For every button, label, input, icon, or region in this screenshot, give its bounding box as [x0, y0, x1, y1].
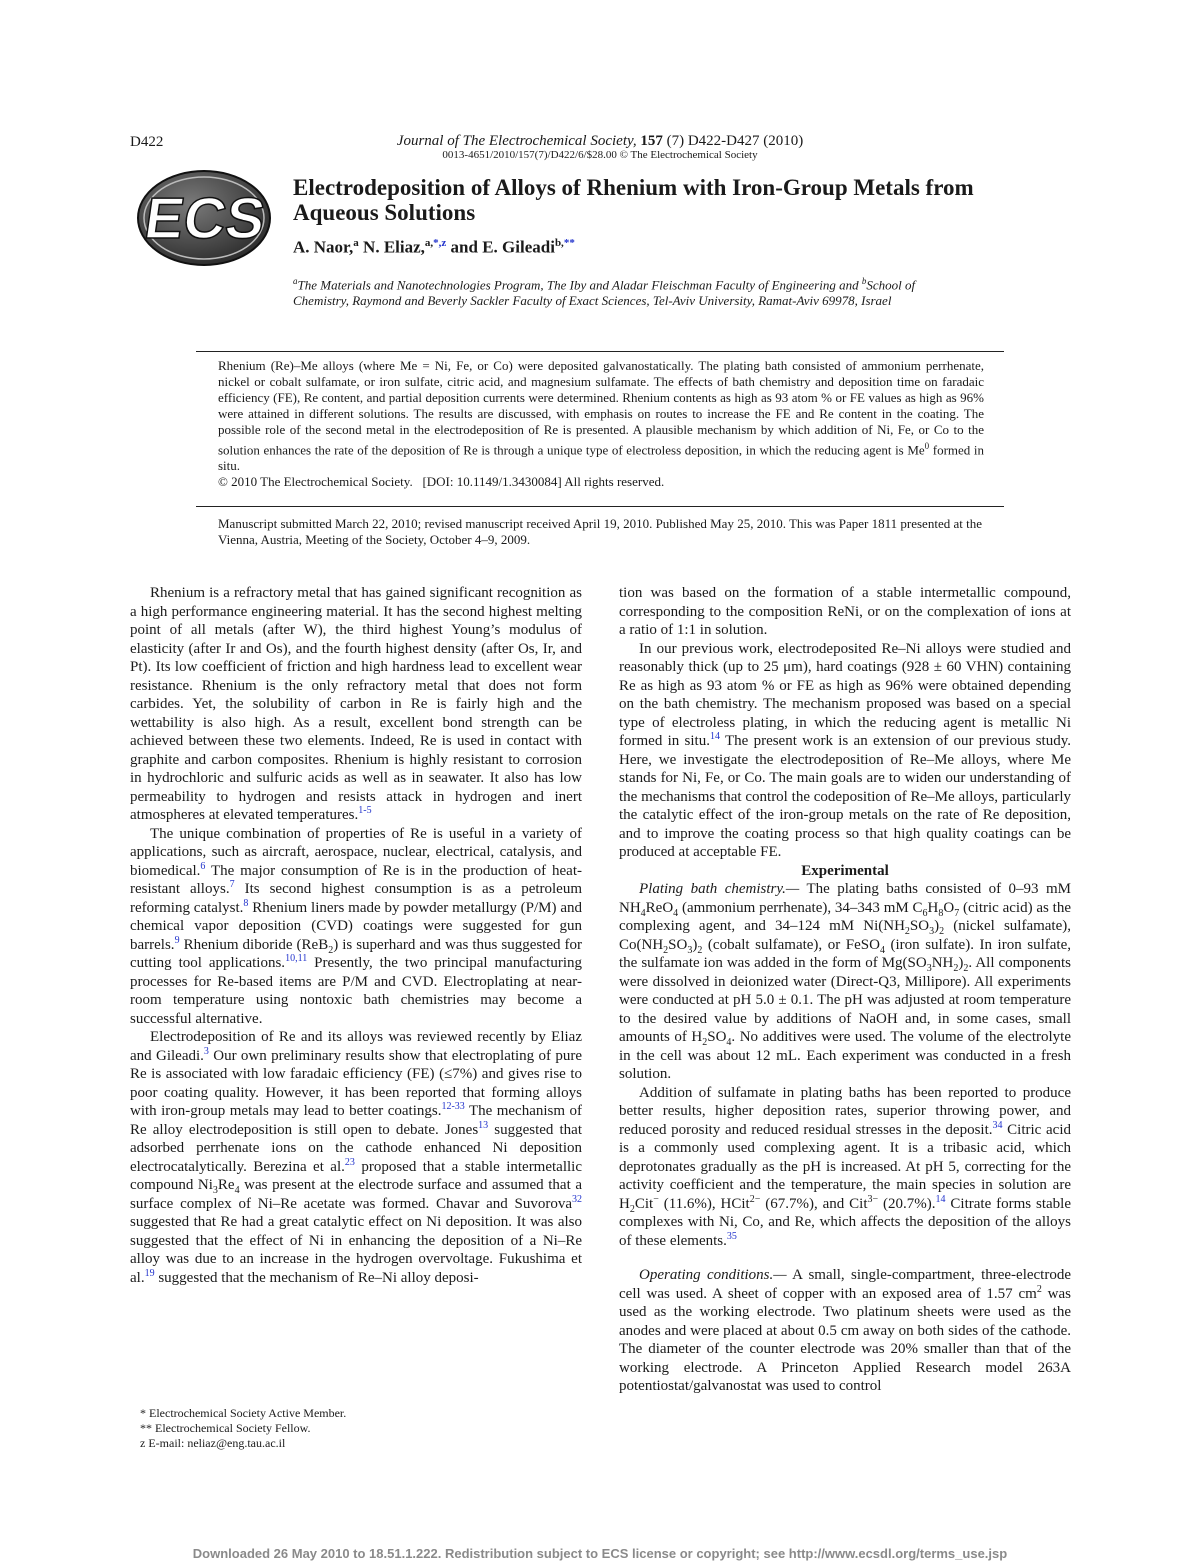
body-column-left [130, 584, 582, 1287]
issn-line: 0013-4651/2010/157(7)/D422/6/$28.00 © The Electrochemical Society [442, 149, 758, 161]
body-paragraph: Rhenium is a refractory metal that has gained significant recognition as a high performance engineering material. It has the second highest melting point of all metals (after W), the third highest Young’s modulus of elasticity (after Ir and Os), and the fourth highest density (after Os, Ir, and Pt). Its low coefficient of friction and high hardness lead to excellent wear resistance. Rhenium is the only refractory metal that does not form carbides. Yet, the solubility of carbon in Re is fairly high and the wettability is also high. As a result, excellent bond strength can be achieved between these two elements. Indeed, Re is used in contact with graphite and carbon composites. Rhenium is highly resistant to corrosion in hydrochloric and sulfuric acids as well as in seawater. It also has low permeability to hydrogen and resists attack in hydrogen and inert atmospheres at elevated temperatures.$^{1-5}$ [130, 585, 582, 823]
body-paragraph: In our previous work, electrodeposited Re–Ni alloys were studied and reasonably thick (up to 25 μm), hard coatings (928 ± 60 VHN) containing Re as high as 93 atom % or FE as high as 96% were obtained depending on the bath chemistry. The mechanism proposed was based on a special type of electroless plating, in which the reducing agent is metallic Ni formed in situ.$^{14}$ The present work is an extension of our previous study. Here, we investigate the electrodeposition of Re–Me alloys, where Me stands for Ni, Fe, or Co. The main goals are to widen our understanding of the mechanisms that control the codeposition of Re–Me alloys, particularly the catalytic effect of the iron-group metals on the rate of Re deposition, and to improve the coating process so that high quality coatings can be produced at acceptable FE. [619, 640, 1072, 860]
author-member-mark[interactable]: *,z [433, 237, 447, 249]
manuscript-history: Manuscript submitted March 22, 2010; revised manuscript received April 19, 2010. Published May 25, 2010. This was Paper 1811 presented at the Vienna, Austria, Meeting of the Society, October 4–9, 2009. [218, 516, 982, 547]
journal-citation [0, 133, 1200, 150]
abstract: Rhenium (Re)–Me alloys (where Me = Ni, Fe, or Co) were deposited galvanostatically. The plating bath consisted of ammonium perrhenate, nickel or cobalt sulfamate, or iron sulfate, citric acid, and magnesium sulfamate. The effects of bath chemistry and deposition time on faradaic efficiency (FE), Re content, and partial deposition currents were determined. Rhenium contents as high as 93 atom % or FE values as high as 96% were attained in different solutions. The results are discussed, with emphasis on routes to increase the FE and Re content in the coating. The possible role of the second metal in the electrodeposition of Re is presented. A plausible mechanism by which addition of Ni, Fe, or Co to the solution enhances the rate of the deposition of Re is through a unique type of electroless deposition, in which the reducing agent is Me$^0$ formed in situ. © 2010 The Electrochemical Society. [DOI: 10.1149/1.3430084] All rights reserved. [218, 358, 984, 490]
affiliations: $^a$The Materials and Nanotechnologies Program, The Iby and Aladar Fleischman Faculty of Engineering and $^b$School of Chemistry, Raymond and Beverly Sackler Faculty of Exact Sciences, Tel-Aviv University, Ramat-Aviv 69978, Israel [293, 276, 916, 309]
page-number: D422 [130, 134, 164, 150]
abstract-text: Rhenium (Re)–Me alloys (where Me = Ni, Fe, or Co) were deposited galvanostatically. The plating bath consisted of ammonium perrhenate, nickel or cobalt sulfamate, or iron sulfate, citric acid, and magnesium sulfamate. The effects of bath chemistry and deposition time on faradaic efficiency (FE), Re content, and partial deposition currents were determined. Rhenium contents as high as 93 atom % or FE values as high as 96% were attained in different solutions. The results are discussed, with emphasis on routes to increase the FE and Re content in the coating. The possible role of the second metal in the electrodeposition of Re is presented. A plausible mechanism by which addition of Ni, Fe, or Co to the solution enhances the rate of the deposition of Re is through a unique type of electroless deposition, in which the reducing agent is Me [218, 358, 984, 458]
affiliation-b: School of Chemistry, Raymond and Beverly Sackler Faculty of Exact Sciences, Tel-Aviv University, Ramat-Aviv 69978, Israel [293, 277, 916, 309]
footnote: ** Electrochemical Society Fellow. [140, 1421, 311, 1435]
copyright-doi: © 2010 The Electrochemical Society. [DOI: 10.1149/1.3430084] All rights reserved. [218, 474, 665, 490]
body-paragraph: Electrodeposition of Re and its alloys was reviewed recently by Eliaz and Gileadi.$^3$ Our own preliminary results show that electroplating of pure Re is associated with low faradaic efficiency (FE) (≤7%) and gives rise to poor coating quality. However, it has been reported that forming alloys with iron-group metals may lead to better coatings.$^{12-33}$ The mechanism of Re alloy electrodeposition is still open to debate. Jones$^{13}$ suggested that adsorbed perrhenate ions on the cathode enhanced Ni deposition electrocatalytically. Berezina et al.$^{23}$ proposed that a stable intermetallic compound $Ni_3Re_4$ was present at the electrode surface and assumed that a surface complex of Ni–Re acetate was formed. Chavar and Suvorova$^{32}$ suggested that Re had a great catalytic effect on Ni deposition. It was also suggested that the effect of Ni in enhancing the deposition of a Ni–Re alloy was due to an increase in the hydrogen overvoltage. Fukushima et al.$^{19}$ suggested that the mechanism of Re–Ni alloy deposi- [130, 1029, 583, 1286]
author-name: N. Eliaz, [363, 237, 425, 257]
abstract-bottom-rule [196, 506, 1004, 507]
article-title: Electrodeposition of Alloys of Rhenium with Iron-Group Metals from Aqueous Solutions [293, 175, 974, 225]
footnotes [140, 1406, 346, 1451]
body-paragraph: Addition of sulfamate in plating baths has been reported to produce better results, higher deposition rates, superior throwing power, and reduced porosity and reduced residual stresses in the deposit.$^{34}$ Citric acid is a commonly used complexing agent. It is a tribasic acid, which deprotonates gradually as the pH is increased. At pH 5, correcting for the activity coefficient and the temperature, the main species in solution are $H_2Cit^-$ (11.6%), HCit$^{2-}$ (67.7%), and Cit$^{3-}$ (20.7%).$^{14}$ Citrate forms stable complexes with Ni, Co, and Re, which affects the deposition of the alloys of these elements.$^{35}$ [619, 1084, 1071, 1249]
author-affil: b, [554, 237, 564, 249]
section-heading-experimental: Experimental [801, 862, 889, 879]
body-paragraph: Operating conditions.— A small, single-compartment, three-electrode cell was used. A sheet of copper with an exposed area of 1.57 $cm^2$ was used as the working electrode. Two platinum sheets were used as the anodes and were placed at about 0.5 cm away on both sides of the cathode. The diameter of the counter electrode was 20% smaller than that of the working electrode. A Princeton Applied Research model 263A potentiostat/galvanostat was used to control [619, 1267, 1072, 1394]
author-list [293, 237, 575, 258]
logo-text: ECS [140, 186, 270, 251]
footnote: * Electrochemical Society Active Member. [140, 1406, 347, 1420]
author-fellow-mark[interactable]: ** [563, 237, 575, 249]
journal-volume: 157 [640, 133, 663, 149]
download-footer[interactable]: Downloaded 26 May 2010 to 18.51.1.222. Redistribution subject to ECS license or copyright; see http://www.ecsdl.org/terms_use.jsp [192, 1546, 1008, 1561]
body-paragraph: Plating bath chemistry.— The plating baths consisted of 0–93 mM $NH_4ReO_4$ (ammonium perrhenate), 34–343 mM $C_6H_8O_7$ (citric acid) as the complexing agent, and 34–124 mM $Ni(NH_2SO_3)_2$ (nickel sulfamate), $Co(NH_2SO_3)_2$ (cobalt sulfamate), or FeSO$_4$ (iron sulfate). In iron sulfate, the sulfamate ion was added in the form of $Mg(SO_3NH_2)_2$. All components were dissolved in deionized water (Direct-Q3, Millipore). All experiments were conducted at pH 5.0 ± 0.1. The pH was adjusted at room temperature to the desired value by additions of NaOH and, in some cases, small amounts of $H_2SO_4$. No additives were used. The volume of the electrolyte in the cell was about 12 mL. Each experiment was conducted in a fresh solution. [619, 881, 1072, 1082]
ecs-logo [135, 168, 273, 268]
subsection-heading: Plating bath chemistry.— [639, 881, 800, 897]
author-name: A. Naor, [293, 237, 354, 257]
author-affil: a, [424, 237, 434, 249]
author-name: and E. Gileadi [450, 237, 555, 257]
abstract-top-rule [196, 351, 1004, 352]
affiliation-a: The Materials and Nanotechnologies Program, The Iby and Aladar Fleischman Faculty of Engineering and [297, 277, 859, 293]
journal-issue-pages: (7) D422-D427 (2010) [666, 133, 804, 149]
author-affil: a [353, 237, 359, 249]
body-paragraph: tion was based on the formation of a stable intermetallic compound, corresponding to the composition ReNi, or on the complexation of ions at a ratio of 1:1 in solution. [619, 585, 1071, 638]
footnote: z E-mail: neliaz@eng.tau.ac.il [140, 1436, 286, 1450]
subsection-heading: Operating conditions.— [639, 1267, 787, 1283]
journal-name: Journal of The Electrochemical Society, [396, 133, 637, 149]
body-column-right [619, 584, 1071, 1396]
body-paragraph: The unique combination of properties of Re is useful in a variety of applications, such as aircraft, aerospace, nuclear, electrical, catalysis, and biomedical.$^6$ The major consumption of Re is in the production of heat-resistant alloys.$^7$ Its second highest consumption is as a petroleum reforming catalyst.$^8$ Rhenium liners made by powder metallurgy (P/M) and chemical vapor deposition (CVD) coatings were suggested for gun barrels.$^9$ Rhenium diboride (ReB$_2$) is superhard and was thus suggested for cutting tool applications.$^{10,11}$ Presently, the two principal manufacturing processes for Re-based items are P/M and CVD. Electroplating at near-room temperature using nontoxic bath chemistries may become a successful alternative. [130, 825, 583, 1027]
